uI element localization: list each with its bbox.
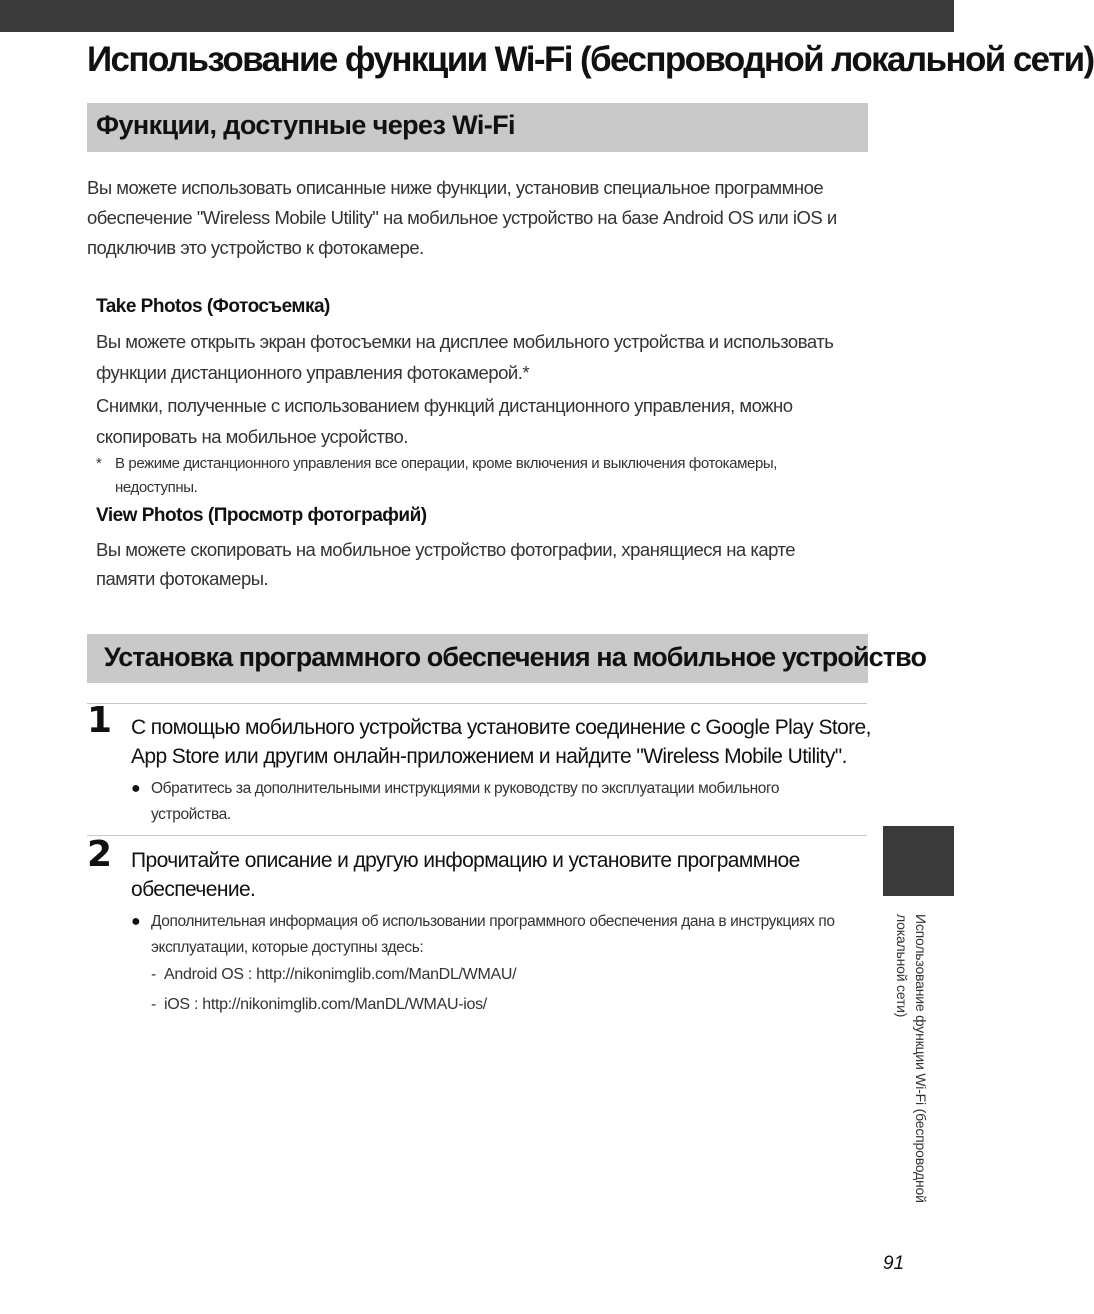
top-header-bar xyxy=(0,0,954,32)
step-number-2: 2 xyxy=(87,834,113,875)
manual-link-ios-text[interactable]: iOS : http://nikonimglib.com/ManDL/WMAU-ios/ xyxy=(164,996,487,1013)
view-photos-paragraph: Вы можете скопировать на мобильное устройство фотографии, хранящиеся на карте памяти фотокамеры. xyxy=(96,539,796,589)
footnote-text: В режиме дистанционного управления все операции, кроме включения и выключения фотокамеры, недоступны. xyxy=(115,455,778,496)
section-heading-install-software: Установка программного обеспечения на мобильное устройство xyxy=(87,634,868,683)
manual-link-ios[interactable] xyxy=(151,992,487,1018)
bullet-icon: ● xyxy=(131,780,141,797)
manual-link-android-text[interactable]: Android OS : http://nikonimglib.com/ManDL/WMAU/ xyxy=(164,966,517,983)
take-photos-paragraph-1: Вы можете открыть экран фотосъемки на дисплее мобильного устройства и использовать функции дистанционного управления фотокамерой.* xyxy=(96,331,834,383)
dash-marker: - xyxy=(151,996,157,1013)
page-title: Использование функции Wi-Fi (беспроводной локальной сети) xyxy=(87,40,1094,79)
step-1-bullet-text: Обратитесь за дополнительными инструкциями к руководству по эксплуатации мобильного устройства. xyxy=(151,780,780,823)
chapter-side-label: Использование функции Wi-Fi (беспроводной локальной сети) xyxy=(894,914,929,1203)
section-heading-wifi-functions: Функции, доступные через Wi-Fi xyxy=(87,103,868,152)
bullet-icon: ● xyxy=(131,913,141,930)
take-photos-paragraph-2: Снимки, полученные с использованием функций дистанционного управления, можно скопировать на мобильное усройство. xyxy=(96,395,793,447)
page-number: 91 xyxy=(883,1253,905,1274)
step-2-text: Прочитайте описание и другую информацию и установите программное обеспечение. xyxy=(131,849,800,901)
footnote-mark: * xyxy=(96,455,102,472)
subheading-view-photos: View Photos (Просмотр фотографий) xyxy=(96,505,427,526)
step-number-1: 1 xyxy=(87,700,113,741)
footnote xyxy=(96,452,836,500)
intro-paragraph: Вы можете использовать описанные ниже функции, установив специальное программное обеспечение "Wireless Mobile Utility" на мобильное устройство на базе Android OS или iOS и подключив это устройство к фотокамере. xyxy=(87,177,837,258)
manual-link-android[interactable] xyxy=(151,962,516,988)
step-1-bullet xyxy=(131,776,861,828)
dash-marker: - xyxy=(151,966,157,983)
subheading-take-photos: Take Photos (Фотосъемка) xyxy=(96,296,330,317)
step-divider xyxy=(87,835,867,836)
step-divider xyxy=(87,703,867,704)
step-2-bullet-text: Дополнительная информация об использовании программного обеспечения дана в инструкциях по эксплуатации, которые доступны здесь: xyxy=(151,913,835,956)
step-2-bullet xyxy=(131,909,861,961)
chapter-side-tab xyxy=(883,826,954,896)
step-1-text: С помощью мобильного устройства установите соединение с Google Play Store, App Store или другим онлайн-приложением и найдите "Wireless Mobile Utility". xyxy=(131,716,871,768)
